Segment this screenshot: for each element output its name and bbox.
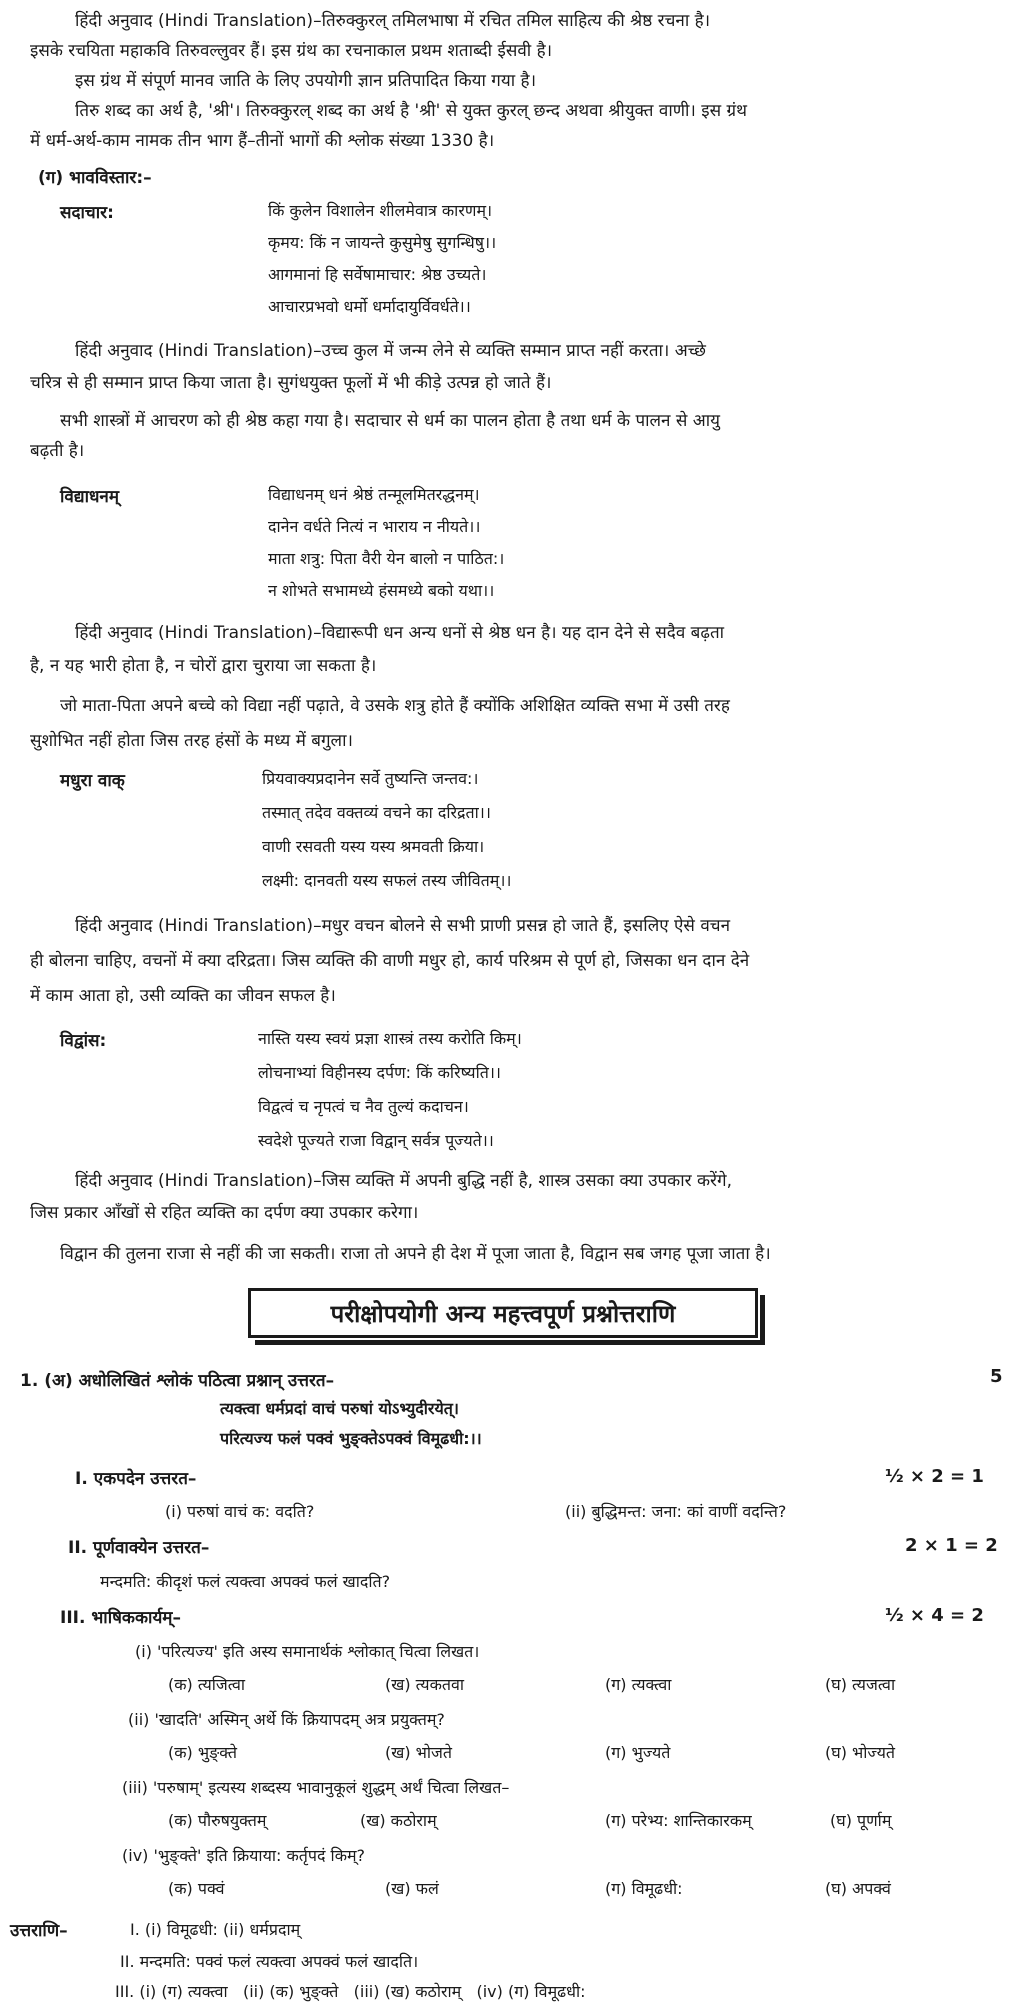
q1-iii-question-3: (iii) 'परुषाम्' इत्यस्य शब्दस्य भावानुकूलं शुद्धम् अर्थं चित्वा लिखत– xyxy=(122,1778,510,1797)
q1-part-ii-marks: 2 × 1 = 2 xyxy=(905,1535,998,1556)
q1-iii-q4-option-c: (ग) विमूढधी: xyxy=(605,1879,683,1898)
answers-label: उत्तराणि– xyxy=(10,1921,68,1941)
sadachar-translation-1a: हिंदी अनुवाद (Hindi Translation)–उच्च कुल में जन्म लेने से व्यक्ति सम्मान प्राप्त नहीं करता। अच्छे xyxy=(75,341,706,361)
q1-iii-q3-option-d: (घ) पूर्णाम् xyxy=(830,1811,892,1830)
q1-heading: 1. (अ) अधोलिखितं श्लोकं पठित्वा प्रश्नान् उत्तरत– xyxy=(20,1371,335,1391)
q1-iii-q1-option-b: (ख) त्यकतवा xyxy=(385,1675,465,1694)
vidvans-translation-2: विद्वान की तुलना राजा से नहीं की जा सकती। राजा तो अपने ही देश में पूजा जाता है, विद्वान सब जगह पूजा जाता है। xyxy=(60,1244,771,1264)
vidya-translation-2a: जो माता-पिता अपने बच्चे को विद्या नहीं पढ़ाते, वे उसके शत्रु होते हैं क्योंकि अशिक्षित व्यक्ति सभा में उसी तरह xyxy=(60,696,730,716)
q1-iii-q1-option-d: (घ) त्यजत्वा xyxy=(825,1675,896,1694)
q1-iii-question-1: (i) 'परित्यज्य' इति अस्य समानार्थकं श्लोकात् चित्वा लिखत। xyxy=(135,1642,480,1661)
madhura-translation-1b: ही बोलना चाहिए, वचनों में क्या दरिद्रता। जिस व्यक्ति की वाणी मधुर हो, कार्य परिश्रम से पूर्ण हो, जिसका धन दान देने xyxy=(30,951,750,971)
q1-iii-q2-option-b: (ख) भोजते xyxy=(385,1743,453,1762)
q1-iii-q2-option-d: (घ) भोज्यते xyxy=(825,1743,895,1762)
q1-iii-q4-option-b: (ख) फलं xyxy=(385,1879,439,1898)
q1-iii-question-4: (iv) 'भुङ्क्ते' इति क्रियाया: कर्तृपदं किम्? xyxy=(122,1846,366,1865)
answer-2: II. मन्दमति: पक्वं फलं त्यक्त्वा अपक्वं फलं खादति। xyxy=(120,1952,419,1971)
vidvans-translation-1a: हिंदी अनुवाद (Hindi Translation)–जिस व्यक्ति में अपनी बुद्धि नहीं है, शास्त्र उसका क्या उपकार करेंगे, xyxy=(75,1171,732,1191)
q1-part-iii-marks: ½ × 4 = 2 xyxy=(885,1605,984,1626)
banner-title: परीक्षोपयोगी अन्य महत्त्वपूर्ण प्रश्नोत्तराणि xyxy=(330,1300,676,1328)
vidya-translation-1b: है, न यह भारी होता है, न चोरों द्वारा चुराया जा सकता है। xyxy=(30,656,377,676)
q1-part-iii-label: III. भाषिककार्यम्– xyxy=(60,1608,181,1628)
madhura-translation-1c: में काम आता हो, उसी व्यक्ति का जीवन सफल है। xyxy=(30,986,336,1006)
vidya-verse-2: दानेन वर्धते नित्यं न भाराय न नीयते।। xyxy=(268,517,481,536)
vidvans-verse-3: विद्वत्वं च नृपत्वं च नैव तुल्यं कदाचन। xyxy=(258,1097,469,1116)
vidya-translation-2b: सुशोभित नहीं होता जिस तरह हंसों के मध्य में बगुला। xyxy=(30,731,353,751)
section-banner xyxy=(248,1288,758,1338)
madhura-verse-3: वाणी रसवती यस्य यस्य श्रमवती क्रिया। xyxy=(262,837,485,856)
vidvans-label: विद्वांस: xyxy=(60,1031,107,1051)
q1-marks: 5 xyxy=(990,1366,1003,1387)
q1-iii-q2-option-c: (ग) भुज्यते xyxy=(605,1743,671,1762)
sadachar-translation-2a: सभी शास्त्रों में आचरण को ही श्रेष्ठ कहा गया है। सदाचार से धर्म का पालन होता है तथा धर्म के पालन से आयु xyxy=(60,411,720,431)
madhura-translation-1a: हिंदी अनुवाद (Hindi Translation)–मधुर वचन बोलने से सभी प्राणी प्रसन्न हो जाते हैं, इसलिए ऐसे वचन xyxy=(75,916,731,936)
q1-part-i-label: I. एकपदेन उत्तरत– xyxy=(75,1469,197,1489)
bhav-heading: (ग) भावविस्तार:– xyxy=(38,168,152,188)
vidvans-verse-1: नास्ति यस्य स्वयं प्रज्ञा शास्त्रं तस्य करोति किम्। xyxy=(258,1029,522,1048)
sadachar-verse-4: आचारप्रभवो धर्मो धर्मादायुर्विवर्धते।। xyxy=(268,297,471,316)
answer-3: III. (i) (ग) त्यक्त्वा (ii) (क) भुङ्क्ते (iii) (ख) कठोराम् (iv) (ग) विमूढधी: xyxy=(115,1982,586,2001)
sadachar-translation-2b: बढ़ती है। xyxy=(30,441,85,461)
answer-1: I. (i) विमूढधी: (ii) धर्मप्रदाम् xyxy=(130,1920,301,1939)
madhura-verse-4: लक्ष्मी: दानवती यस्य सफलं तस्य जीवितम्।। xyxy=(262,871,512,890)
q1-iii-q3-option-c: (ग) परेभ्य: शान्तिकारकम् xyxy=(605,1811,752,1830)
madhura-verse-1: प्रियवाक्यप्रदानेन सर्वे तुष्यन्ति जन्तव:। xyxy=(262,769,479,788)
vidvans-verse-4: स्वदेशे पूज्यते राजा विद्वान् सर्वत्र पूज्यते।। xyxy=(258,1131,494,1150)
sadachar-verse-3: आगमानां हि सर्वेषामाचार: श्रेष्ठ उच्यते। xyxy=(268,265,487,284)
sadachar-translation-1b: चरित्र से ही सम्मान प्राप्त किया जाता है। सुगंधयुक्त फूलों में भी कीड़े उत्पन्न हो जाते हैं। xyxy=(30,373,552,393)
q1-iii-question-2: (ii) 'खादति' अस्मिन् अर्थे किं क्रियापदम् अत्र प्रयुक्तम्? xyxy=(128,1710,445,1729)
q1-iii-q4-option-d: (घ) अपक्वं xyxy=(825,1879,891,1898)
sadachar-verse-2: कृमय: किं न जायन्ते कुसुमेषु सुगन्धिषु।। xyxy=(268,233,497,252)
q1-part-i-question-b: (ii) बुद्धिमन्त: जना: कां वाणीं वदन्ति? xyxy=(565,1502,787,1521)
q1-part-i-marks: ½ × 2 = 1 xyxy=(885,1466,984,1487)
vidya-translation-1a: हिंदी अनुवाद (Hindi Translation)–विद्यारूपी धन अन्य धनों से श्रेष्ठ धन है। यह दान देने से सदैव बढ़ता xyxy=(75,623,725,643)
q1-iii-q3-option-b: (ख) कठोराम् xyxy=(360,1811,437,1830)
vidya-label: विद्याधनम् xyxy=(60,487,120,507)
vidya-verse-4: न शोभते सभामध्ये हंसमध्ये बको यथा।। xyxy=(268,581,495,600)
translation-para-3a: तिरु शब्द का अर्थ है, 'श्री'। तिरुक्कुरल् शब्द का अर्थ है 'श्री' से युक्त कुरल् छन्द अथवा श्रीयुक्त वाणी। इस ग्रंथ xyxy=(75,101,747,121)
q1-verse-1: त्यक्त्वा धर्मप्रदां वाचं परुषां योऽभ्युदीरयेत्। xyxy=(220,1399,459,1418)
translation-para-3b: में धर्म-अर्थ-काम नामक तीन भाग हैं–तीनों भागों की श्लोक संख्या 1330 है। xyxy=(30,131,495,151)
q1-part-ii-question: मन्दमति: कीदृशं फलं त्यक्त्वा अपक्वं फलं खादति? xyxy=(100,1572,391,1591)
vidvans-translation-1b: जिस प्रकार आँखों से रहित व्यक्ति का दर्पण क्या उपकार करेगा। xyxy=(30,1203,419,1223)
q1-iii-q1-option-c: (ग) त्यक्त्वा xyxy=(605,1675,672,1694)
q1-iii-q4-option-a: (क) पक्वं xyxy=(168,1879,225,1898)
q1-verse-2: परित्यज्य फलं पक्वं भुङ्क्तेऽपक्वं विमूढधी:।। xyxy=(220,1429,482,1448)
sadachar-label: सदाचार: xyxy=(60,203,114,223)
translation-para-2: इस ग्रंथ में संपूर्ण मानव जाति के लिए उपयोगी ज्ञान प्रतिपादित किया गया है। xyxy=(75,71,537,91)
sadachar-verse-1: किं कुलेन विशालेन शीलमेवात्र कारणम्। xyxy=(268,201,493,220)
q1-iii-q2-option-a: (क) भुङ्क्ते xyxy=(168,1743,237,1762)
vidya-verse-3: माता शत्रु: पिता वैरी येन बालो न पाठित:। xyxy=(268,549,505,568)
madhura-verse-2: तस्मात् तदेव वक्तव्यं वचने का दरिद्रता।। xyxy=(262,803,491,822)
q1-part-i-question-a: (i) परुषां वाचं क: वदति? xyxy=(165,1502,315,1521)
madhura-label: मधुरा वाक् xyxy=(60,771,125,791)
translation-para-1a: हिंदी अनुवाद (Hindi Translation)–तिरुक्कुरल् तमिलभाषा में रचित तमिल साहित्य की श्रेष्ठ रचना है। xyxy=(75,11,711,31)
q1-iii-q1-option-a: (क) त्यजित्वा xyxy=(168,1675,246,1694)
vidvans-verse-2: लोचनाभ्यां विहीनस्य दर्पण: किं करिष्यति।। xyxy=(258,1063,501,1082)
q1-iii-q3-option-a: (क) पौरुषयुक्तम् xyxy=(168,1811,267,1830)
translation-para-1b: इसके रचयिता महाकवि तिरुवल्लुवर हैं। इस ग्रंथ का रचनाकाल प्रथम शताब्दी ईसवी है। xyxy=(30,41,553,61)
q1-part-ii-label: II. पूर्णवाक्येन उत्तरत– xyxy=(68,1538,210,1558)
vidya-verse-1: विद्याधनम् धनं श्रेष्ठं तन्मूलमितरद्धनम्। xyxy=(268,485,480,504)
